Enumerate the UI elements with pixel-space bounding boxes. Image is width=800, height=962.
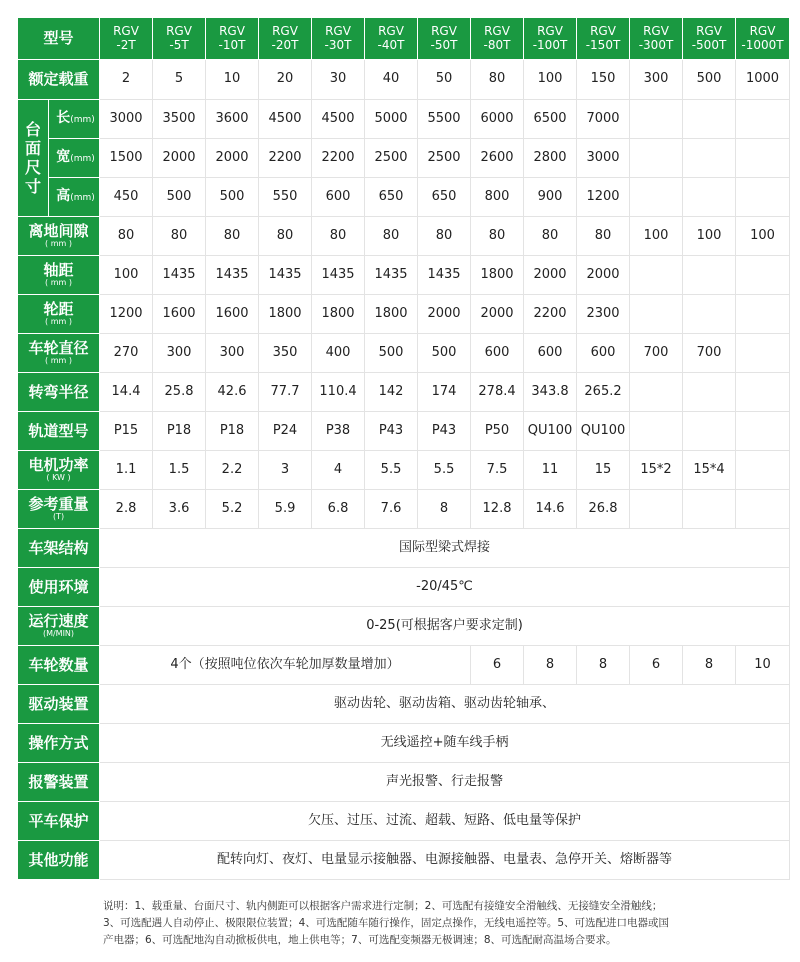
drive-header-label: 驱动装置 [28, 694, 89, 713]
alarm-header [18, 763, 100, 802]
value-cell: 80 [365, 217, 418, 256]
rated-load-header-label: 额定载重 [28, 70, 89, 89]
value-cell [630, 373, 683, 412]
value-cell [736, 139, 790, 178]
value-cell: 8 [418, 490, 471, 529]
model-prefix: RGV [590, 23, 616, 38]
speed-row [18, 607, 790, 646]
value-cell: 1600 [153, 295, 206, 334]
value-cell [630, 412, 683, 451]
value-cell: 900 [524, 178, 577, 217]
value-cell: 10 [736, 646, 790, 685]
weight-row [18, 490, 790, 529]
value-cell [683, 100, 736, 139]
turn-radius-header-label: 转弯半径 [28, 382, 89, 401]
value-cell: 265.2 [577, 373, 630, 412]
model-prefix: RGV [749, 23, 776, 38]
value-cell: 2300 [577, 295, 630, 334]
model-prefix: RGV [431, 23, 457, 38]
track-gauge-header-unit: ( mm ) [45, 317, 72, 327]
wheelbase-header [18, 256, 100, 295]
model-capacity: -500T [691, 37, 727, 52]
model-prefix: RGV [484, 23, 510, 38]
value-cell: P18 [153, 412, 206, 451]
value-cell: 450 [100, 178, 153, 217]
model-cell [736, 18, 790, 60]
value-cell: 8 [524, 646, 577, 685]
value-cell: 600 [471, 334, 524, 373]
value-cell: 110.4 [312, 373, 365, 412]
value-cell [683, 295, 736, 334]
value-cell [736, 178, 790, 217]
environment-header [18, 568, 100, 607]
wheel-count-header [18, 646, 100, 685]
value-cell: 2000 [206, 139, 259, 178]
operation-header-label: 操作方式 [28, 733, 89, 752]
environment-header-label: 使用环境 [28, 577, 89, 596]
drive-row [18, 685, 790, 724]
motor-power-header [18, 451, 100, 490]
value-cell: 3500 [153, 100, 206, 139]
model-prefix: RGV [696, 23, 722, 38]
value-cell: 15 [577, 451, 630, 490]
value-cell: 1200 [577, 178, 630, 217]
model-header: 型号 [18, 18, 100, 60]
drive-header [18, 685, 100, 724]
value-cell: 2000 [577, 256, 630, 295]
wheel-count-merged: 4个（按照吨位依次车轮加厚数量增加） [100, 646, 471, 685]
other-functions-header [18, 841, 100, 880]
value-cell: 42.6 [206, 373, 259, 412]
value-cell: 2000 [153, 139, 206, 178]
value-cell: 7.6 [365, 490, 418, 529]
value-cell: 1.5 [153, 451, 206, 490]
wheel-count-row [18, 646, 790, 685]
model-cell [471, 18, 524, 60]
value-cell: 650 [418, 178, 471, 217]
value-cell: 700 [683, 334, 736, 373]
value-cell: P38 [312, 412, 365, 451]
protection-value: 欠压、过压、过流、超载、短路、低电量等保护 [100, 802, 790, 841]
value-cell: 2800 [524, 139, 577, 178]
value-cell: 80 [577, 217, 630, 256]
value-cell: P15 [100, 412, 153, 451]
value-cell: 25.8 [153, 373, 206, 412]
table-length-unit: (mm) [70, 115, 95, 126]
value-cell: 1435 [153, 256, 206, 295]
table-height-unit: (mm) [70, 193, 95, 204]
ground-clearance-header [18, 217, 100, 256]
header-row [18, 18, 790, 60]
value-cell: 3.6 [153, 490, 206, 529]
value-cell [736, 334, 790, 373]
value-cell: 2.2 [206, 451, 259, 490]
value-cell: 500 [365, 334, 418, 373]
model-cell [577, 18, 630, 60]
value-cell [736, 451, 790, 490]
model-cell [630, 18, 683, 60]
model-cell [153, 18, 206, 60]
value-cell: 80 [312, 217, 365, 256]
value-cell: 500 [418, 334, 471, 373]
value-cell: 6000 [471, 100, 524, 139]
model-prefix: RGV [272, 23, 298, 38]
model-prefix: RGV [166, 23, 192, 38]
operation-value: 无线遥控+随车线手柄 [100, 724, 790, 763]
model-prefix: RGV [113, 23, 139, 38]
value-cell: 142 [365, 373, 418, 412]
value-cell: 100 [736, 217, 790, 256]
value-cell: 1.1 [100, 451, 153, 490]
frame-row [18, 529, 790, 568]
motor-power-header-unit: ( KW ) [46, 473, 71, 483]
value-cell: 26.8 [577, 490, 630, 529]
value-cell: 1500 [100, 139, 153, 178]
value-cell: 3600 [206, 100, 259, 139]
value-cell [683, 490, 736, 529]
model-cell [418, 18, 471, 60]
speed-header-label: 运行速度 [28, 611, 89, 630]
value-cell: 1435 [418, 256, 471, 295]
table-length-header [49, 100, 100, 139]
table-length-row [18, 100, 790, 139]
value-cell: 14.4 [100, 373, 153, 412]
value-cell: 1435 [365, 256, 418, 295]
model-prefix: RGV [325, 23, 351, 38]
table-width-unit: (mm) [70, 154, 95, 165]
value-cell: 6.8 [312, 490, 365, 529]
wheelbase-header-unit: ( mm ) [45, 278, 72, 288]
value-cell: 150 [577, 60, 630, 100]
model-cell [365, 18, 418, 60]
value-cell: 100 [524, 60, 577, 100]
value-cell: 1800 [471, 256, 524, 295]
value-cell: 6500 [524, 100, 577, 139]
value-cell: 3 [259, 451, 312, 490]
value-cell: 8 [577, 646, 630, 685]
value-cell: 550 [259, 178, 312, 217]
model-cell [100, 18, 153, 60]
value-cell: 80 [471, 217, 524, 256]
ground-clearance-row [18, 217, 790, 256]
alarm-row [18, 763, 790, 802]
model-capacity: -20T [271, 37, 299, 52]
value-cell: 2200 [259, 139, 312, 178]
value-cell: 80 [524, 217, 577, 256]
value-cell [683, 256, 736, 295]
value-cell: 6 [630, 646, 683, 685]
value-cell: 100 [630, 217, 683, 256]
value-cell: 5.9 [259, 490, 312, 529]
speed-header-unit: (M/MIN) [42, 629, 75, 639]
protection-header [18, 802, 100, 841]
value-cell: 30 [312, 60, 365, 100]
alarm-value: 声光报警、行走报警 [100, 763, 790, 802]
value-cell: 2000 [418, 295, 471, 334]
environment-value: -20/45℃ [100, 568, 790, 607]
value-cell: 100 [683, 217, 736, 256]
value-cell: 12.8 [471, 490, 524, 529]
model-capacity: -10T [218, 37, 246, 52]
value-cell: 1435 [259, 256, 312, 295]
frame-header-label: 车架结构 [28, 538, 89, 557]
table-size-char: 寸 [24, 177, 41, 197]
table-size-char: 面 [24, 138, 41, 158]
note-line: 3、可选配遇人自动停止、极限限位装置；4、可选配随车随行操作，固定点操作，无线电遥控等。5、可选配进口电器或国 [103, 917, 670, 929]
value-cell [736, 256, 790, 295]
other-functions-header-label: 其他功能 [28, 850, 89, 869]
value-cell: 5000 [365, 100, 418, 139]
table-size-header [18, 100, 49, 217]
rail-type-header-label: 轨道型号 [28, 421, 89, 440]
value-cell: 300 [630, 60, 683, 100]
operation-row [18, 724, 790, 763]
frame-value: 国际型梁式焊接 [100, 529, 790, 568]
value-cell: 11 [524, 451, 577, 490]
value-cell: 100 [100, 256, 153, 295]
value-cell: 1435 [206, 256, 259, 295]
rail-type-header [18, 412, 100, 451]
weight-header-label: 参考重量 [28, 494, 89, 513]
value-cell: 300 [153, 334, 206, 373]
table-width-row [18, 139, 790, 178]
model-capacity: -1000T [741, 37, 784, 52]
environment-row [18, 568, 790, 607]
wheelbase-row [18, 256, 790, 295]
frame-header [18, 529, 100, 568]
value-cell: 80 [100, 217, 153, 256]
model-capacity: -150T [585, 37, 621, 52]
drive-value: 驱动齿轮、驱动齿箱、驱动齿轮轴承、 [100, 685, 790, 724]
note-text [103, 898, 783, 949]
value-cell: 1800 [312, 295, 365, 334]
value-cell: 2000 [524, 256, 577, 295]
value-cell: P43 [365, 412, 418, 451]
model-capacity: -2T [116, 37, 136, 52]
value-cell: 4500 [312, 100, 365, 139]
value-cell: 15*4 [683, 451, 736, 490]
motor-power-header-label: 电机功率 [28, 455, 89, 474]
value-cell: 4 [312, 451, 365, 490]
value-cell: 15*2 [630, 451, 683, 490]
value-cell: 80 [418, 217, 471, 256]
value-cell [736, 100, 790, 139]
wheel-diameter-header-label: 车轮直径 [28, 338, 89, 357]
value-cell: 2200 [524, 295, 577, 334]
value-cell: QU100 [577, 412, 630, 451]
value-cell: 2200 [312, 139, 365, 178]
protection-row [18, 802, 790, 841]
turn-radius-header [18, 373, 100, 412]
value-cell: 1000 [736, 60, 790, 100]
model-capacity: -300T [638, 37, 674, 52]
model-capacity: -100T [532, 37, 568, 52]
model-capacity: -80T [483, 37, 511, 52]
value-cell: 343.8 [524, 373, 577, 412]
turn-radius-row [18, 373, 790, 412]
spec-table [17, 17, 790, 880]
value-cell: 77.7 [259, 373, 312, 412]
value-cell: 80 [206, 217, 259, 256]
value-cell: QU100 [524, 412, 577, 451]
value-cell: 2 [100, 60, 153, 100]
value-cell: 2500 [418, 139, 471, 178]
table-length-label: 长 [56, 110, 71, 127]
rated-load-header [18, 60, 100, 100]
value-cell: 1200 [100, 295, 153, 334]
model-capacity: -5T [169, 37, 189, 52]
alarm-header-label: 报警装置 [28, 772, 89, 791]
model-cell [683, 18, 736, 60]
value-cell: 80 [153, 217, 206, 256]
model-cell [259, 18, 312, 60]
value-cell [683, 412, 736, 451]
table-height-header [49, 178, 100, 217]
table-size-char: 尺 [24, 158, 41, 177]
track-gauge-header-label: 轮距 [43, 299, 74, 318]
table-height-row [18, 178, 790, 217]
table-width-label: 宽 [56, 149, 71, 166]
value-cell [630, 295, 683, 334]
model-cell [206, 18, 259, 60]
value-cell [630, 178, 683, 217]
value-cell: 3000 [577, 139, 630, 178]
value-cell: 8 [683, 646, 736, 685]
value-cell: 50 [418, 60, 471, 100]
speed-value: 0-25(可根据客户要求定制) [100, 607, 790, 646]
value-cell: 6 [471, 646, 524, 685]
value-cell: 10 [206, 60, 259, 100]
value-cell [736, 373, 790, 412]
value-cell: 20 [259, 60, 312, 100]
wheel-diameter-header [18, 334, 100, 373]
value-cell: 2.8 [100, 490, 153, 529]
ground-clearance-header-label: 离地间隙 [28, 221, 89, 240]
rated-load-row [18, 60, 790, 100]
value-cell: 7.5 [471, 451, 524, 490]
value-cell: 4500 [259, 100, 312, 139]
value-cell: 700 [630, 334, 683, 373]
value-cell: 5.5 [418, 451, 471, 490]
value-cell: 300 [206, 334, 259, 373]
motor-power-row [18, 451, 790, 490]
value-cell [630, 100, 683, 139]
value-cell: 80 [471, 60, 524, 100]
value-cell: 1800 [365, 295, 418, 334]
value-cell [736, 295, 790, 334]
track-gauge-header [18, 295, 100, 334]
weight-header-unit: (T) [52, 512, 65, 522]
wheel-diameter-header-unit: ( mm ) [45, 356, 72, 366]
value-cell [683, 373, 736, 412]
wheelbase-header-label: 轴距 [43, 260, 74, 279]
model-cell [312, 18, 365, 60]
wheel-count-header-label: 车轮数量 [28, 655, 89, 674]
value-cell: 600 [312, 178, 365, 217]
value-cell: 2600 [471, 139, 524, 178]
value-cell: 650 [365, 178, 418, 217]
value-cell: 500 [153, 178, 206, 217]
value-cell: 278.4 [471, 373, 524, 412]
value-cell [736, 412, 790, 451]
value-cell: 600 [577, 334, 630, 373]
value-cell: 1600 [206, 295, 259, 334]
value-cell: 2500 [365, 139, 418, 178]
value-cell [736, 490, 790, 529]
value-cell: 7000 [577, 100, 630, 139]
value-cell: 500 [683, 60, 736, 100]
value-cell: 350 [259, 334, 312, 373]
model-prefix: RGV [219, 23, 245, 38]
ground-clearance-header-unit: ( mm ) [45, 239, 72, 249]
table-width-header [49, 139, 100, 178]
operation-header [18, 724, 100, 763]
model-cell [524, 18, 577, 60]
value-cell [630, 139, 683, 178]
value-cell: P24 [259, 412, 312, 451]
note-line: 产电器；6、可选配地沟自动掀板供电，地上供电等；7、可选配变频器无极调速；8、可选配耐高温场合要求。 [103, 934, 617, 946]
value-cell: 800 [471, 178, 524, 217]
value-cell: 5 [153, 60, 206, 100]
rail-type-row [18, 412, 790, 451]
protection-header-label: 平车保护 [28, 811, 89, 830]
model-capacity: -50T [430, 37, 458, 52]
table-height-label: 高 [56, 188, 71, 205]
value-cell: 270 [100, 334, 153, 373]
table-size-char: 台 [24, 119, 41, 139]
value-cell: 80 [259, 217, 312, 256]
value-cell [630, 490, 683, 529]
value-cell [683, 139, 736, 178]
value-cell [683, 178, 736, 217]
value-cell: 1800 [259, 295, 312, 334]
note-line: 说明：1、载重量、台面尺寸、轨内侧距可以根据客户需求进行定制；2、可选配有接缝安全滑触线、无接缝安全滑触线； [103, 900, 663, 912]
value-cell: 40 [365, 60, 418, 100]
value-cell: 600 [524, 334, 577, 373]
value-cell [630, 256, 683, 295]
value-cell: 500 [206, 178, 259, 217]
other-functions-row [18, 841, 790, 880]
other-functions-value: 配转向灯、夜灯、电量显示接触器、电源接触器、电量表、急停开关、熔断器等 [100, 841, 790, 880]
value-cell: 2000 [471, 295, 524, 334]
model-prefix: RGV [537, 23, 563, 38]
speed-header [18, 607, 100, 646]
wheel-diameter-row [18, 334, 790, 373]
value-cell: 1435 [312, 256, 365, 295]
value-cell: 3000 [100, 100, 153, 139]
value-cell: 5500 [418, 100, 471, 139]
model-prefix: RGV [378, 23, 404, 38]
model-prefix: RGV [643, 23, 669, 38]
track-gauge-row [18, 295, 790, 334]
value-cell: 5.2 [206, 490, 259, 529]
value-cell: 14.6 [524, 490, 577, 529]
value-cell: P43 [418, 412, 471, 451]
value-cell: 400 [312, 334, 365, 373]
value-cell: 5.5 [365, 451, 418, 490]
value-cell: 174 [418, 373, 471, 412]
value-cell: P18 [206, 412, 259, 451]
model-capacity: -40T [377, 37, 405, 52]
weight-header [18, 490, 100, 529]
value-cell: P50 [471, 412, 524, 451]
model-capacity: -30T [324, 37, 352, 52]
